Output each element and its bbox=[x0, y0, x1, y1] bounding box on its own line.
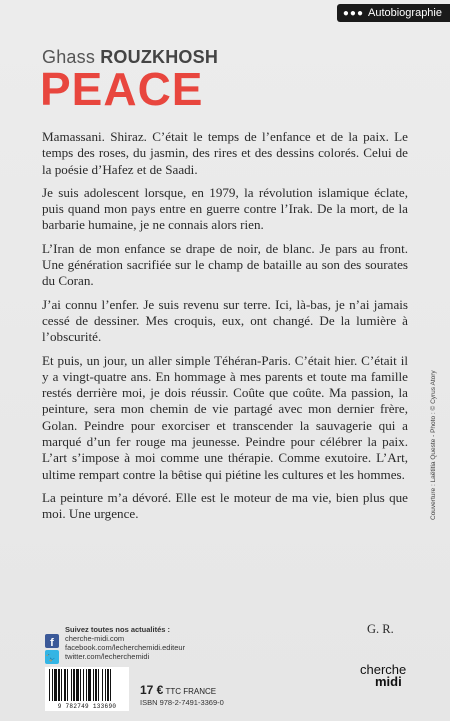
facebook-icon: f bbox=[45, 634, 59, 648]
signature: G. R. bbox=[367, 622, 394, 636]
barcode-bar bbox=[67, 669, 68, 701]
book-title: PEACE bbox=[40, 63, 204, 115]
barcode-bar bbox=[54, 669, 57, 701]
barcode-bars bbox=[45, 667, 129, 703]
barcode-bar bbox=[93, 669, 94, 701]
blurb-paragraph: L’Iran de mon enfance se drape de noir, de blanc. Je pars au front. Une génération sacrifiée sur le champ de bataille au son des sourates du Coran. bbox=[42, 240, 408, 289]
publisher-logo-line2: midi bbox=[375, 674, 402, 690]
barcode-bar bbox=[102, 669, 103, 701]
barcode-number: 9 782749 133690 bbox=[57, 703, 117, 710]
blurb-paragraph: Je suis adolescent lorsque, en 1979, la révolution islamique éclate, puis quand mon pays entre en guerre contre l’Irak. De la mort, de la barbarie humaine, je ne connais alors rien. bbox=[42, 184, 408, 233]
social-link-facebook[interactable]: facebook.com/lecherchemidi.editeur bbox=[65, 643, 186, 652]
barcode-bar bbox=[105, 669, 106, 701]
barcode-bar bbox=[98, 669, 99, 701]
barcode-bar bbox=[64, 669, 66, 701]
price-amount: 17 € bbox=[140, 683, 164, 697]
isbn: ISBN 978-2-7491-3369-0 bbox=[140, 698, 224, 707]
social-link-twitter[interactable]: twitter.com/lecherchemidi bbox=[65, 652, 150, 661]
publisher-logo bbox=[360, 664, 406, 689]
barcode-bar bbox=[107, 669, 109, 701]
barcode-bar bbox=[86, 669, 87, 701]
barcode-bar bbox=[88, 669, 91, 701]
badge-dots: ●●● bbox=[342, 7, 364, 19]
genre-badge bbox=[337, 4, 450, 22]
barcode-bar bbox=[58, 669, 60, 701]
blurb-paragraph: Et puis, un jour, un aller simple Téhéran-Paris. C’était hier. C’était il y a vingt-quatre ans. En hommage à mes parents et toute ma famille restés derrière moi, je dois réussir. Coûte que coûte. Ma passion, la peinture, sera mon chemin de vie partagé avec mon dernier frère, Golan. Peindre pour exorciser et transcender la sauvagerie qui a marqué d’un fer rouge ma jeunesse. Peindre pour célébrer la paix. L’art s’impose à moi comme une thérapie. Comme exutoire. L’Art, ultime rempart contre la bêtise qui piétine les cultures et les hommes. bbox=[42, 352, 408, 482]
social-link-website[interactable]: cherche-midi.com bbox=[65, 634, 125, 643]
barcode-bar bbox=[83, 669, 84, 701]
blurb-paragraph: La peinture m’a dévoré. Elle est le moteur de ma vie, bien plus que moi. Une urgence. bbox=[42, 489, 408, 522]
price-label: TTC FRANCE bbox=[165, 687, 217, 696]
barcode-bar bbox=[110, 669, 111, 701]
publisher-logo-line1: cherche bbox=[360, 662, 407, 677]
blurb-paragraph: J’ai connu l’enfer. Je suis revenu sur terre. Ici, là-bas, je n’ai jamais cessé de dessiner. Mes croquis, eux, ont changé. De la lumière à l’obscurité. bbox=[42, 296, 408, 345]
social-heading: Suivez toutes nos actualités : bbox=[65, 625, 171, 634]
barcode-bar bbox=[73, 669, 75, 701]
social-block bbox=[45, 625, 245, 664]
twitter-icon: 🐦 bbox=[45, 651, 59, 663]
barcode-bar bbox=[49, 669, 50, 701]
barcode-bar bbox=[52, 669, 53, 701]
author-first-name: Ghass bbox=[42, 47, 96, 67]
barcode bbox=[45, 667, 129, 711]
author-last-name: ROUZKHOSH bbox=[100, 47, 219, 67]
barcode-bar bbox=[80, 669, 81, 701]
barcode-bar bbox=[95, 669, 97, 701]
blurb-paragraph: Mamassani. Shiraz. C’était le temps de l’enfance et de la paix. Le temps des roses, du jasmin, des rires et des dessins colorés. Celui de la poésie d’Hafez et de Saadi. bbox=[42, 129, 408, 177]
barcode-bar bbox=[71, 669, 72, 701]
price bbox=[140, 683, 216, 697]
barcode-bar bbox=[61, 669, 62, 701]
barcode-bar bbox=[76, 669, 79, 701]
badge-label: Autobiographie bbox=[367, 7, 442, 19]
cover-credits: Couverture : Laëtitia Queste - Photo : © Cyrus Atory bbox=[430, 370, 437, 520]
blurb bbox=[42, 129, 408, 530]
